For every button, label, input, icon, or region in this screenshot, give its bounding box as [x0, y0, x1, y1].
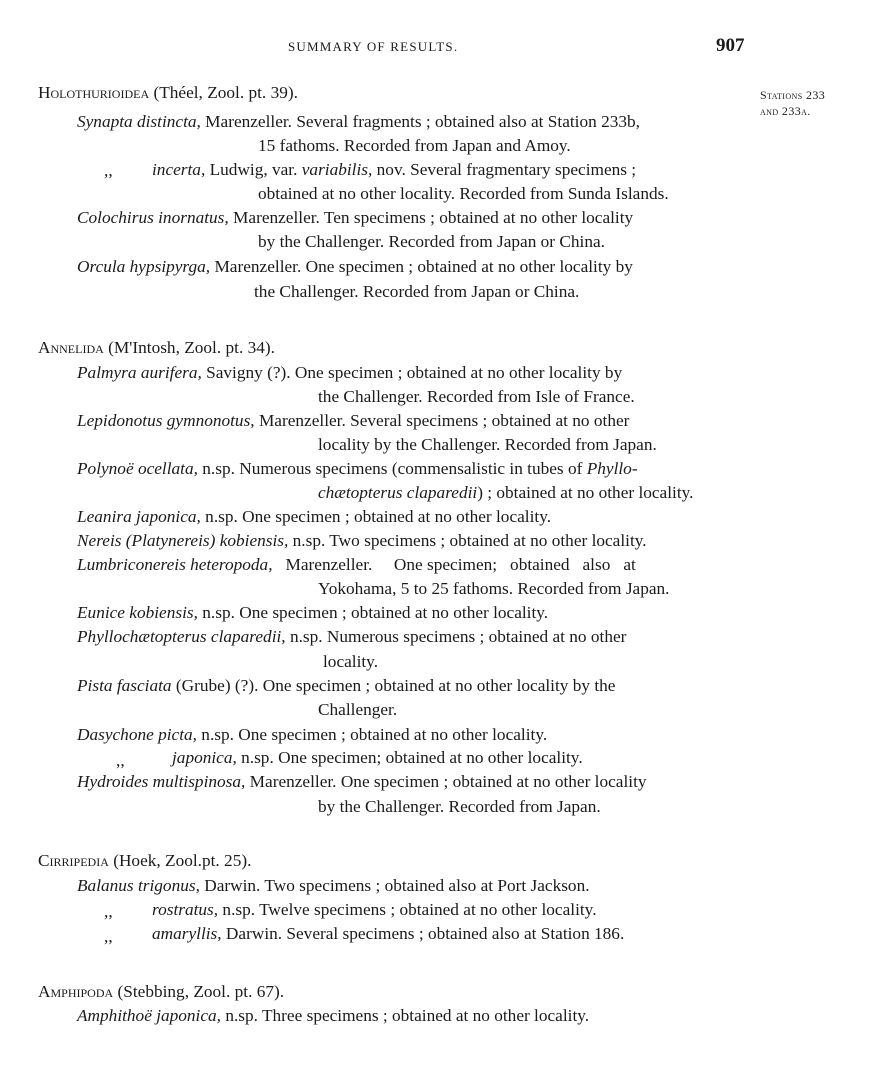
- entry-text: obtained at no other locality. Recorded from Sunda Islands.: [258, 184, 669, 203]
- entry-text: Marenzeller. Several fragments ; obtained also at Station 233b,: [200, 112, 640, 131]
- entry-line: [77, 531, 647, 551]
- entry-text: by the Challenger. Recorded from Japan.: [318, 797, 601, 816]
- entry-line: [77, 627, 626, 647]
- section-header: [38, 338, 275, 358]
- margin-note-line-1: Stations 233: [760, 88, 826, 102]
- species-name: Polynoë ocellata,: [77, 459, 198, 478]
- entry-line: [77, 876, 590, 896]
- entry-text: locality.: [323, 652, 379, 671]
- species-name: Phyllochætopterus claparedii,: [77, 627, 286, 646]
- entry-text: n.sp. Twelve specimens ; obtained at no other locality.: [218, 900, 597, 919]
- species-name: Orcula hypsipyrga,: [77, 257, 211, 276]
- entry-line: [77, 112, 640, 132]
- entry-text: Darwin. Several specimens ; obtained also at Station 186.: [221, 924, 625, 943]
- ditto-mark: ,,: [104, 161, 113, 180]
- entry-line: [77, 772, 647, 792]
- entry-text: Darwin. Two specimens ; obtained also at Port Jackson.: [199, 876, 590, 895]
- entry-line: [104, 927, 113, 947]
- entry-text: Challenger.: [318, 700, 398, 719]
- species-name: amaryllis,: [152, 924, 222, 943]
- entry-text: n.sp. One specimen ; obtained at no other locality.: [200, 507, 552, 526]
- entry-text: ) ; obtained at no other locality.: [477, 483, 694, 502]
- section-reference: (Stebbing, Zool. pt. 67).: [117, 982, 285, 1001]
- species-name: Hydroides multispinosa,: [77, 772, 246, 791]
- entry-text: (Grube) (?). One specimen ; obtained at no other locality by the: [171, 676, 616, 695]
- page-number: 907: [716, 35, 745, 56]
- entry-line: [77, 411, 629, 431]
- entry-line: [318, 387, 635, 407]
- entry-text: n.sp. Numerous specimens ; obtained at no other: [285, 627, 627, 646]
- species-name: Eunice kobiensis,: [77, 603, 198, 622]
- species-name: Pista fasciata: [77, 676, 172, 695]
- entry-line: [77, 555, 636, 575]
- entry-line: [254, 282, 579, 302]
- entry-text: n.sp. Three specimens ; obtained at no other locality.: [221, 1006, 590, 1025]
- entry-line: [258, 184, 669, 204]
- entry-line: [172, 748, 583, 768]
- entry-line: [318, 435, 657, 455]
- entry-text: Marenzeller. One specimen ; obtained at no other locality by: [210, 257, 633, 276]
- entry-text: the Challenger. Recorded from Isle of France.: [318, 387, 635, 406]
- species-name: Amphithoë japonica,: [77, 1006, 221, 1025]
- entry-line: [318, 483, 693, 503]
- species-name: Synapta distincta,: [77, 112, 201, 131]
- species-name: Phyllo-: [586, 459, 638, 478]
- species-name: Dasychone picta,: [77, 725, 197, 744]
- species-name: japonica,: [172, 748, 237, 767]
- section-reference: (Hoek, Zool.pt. 25).: [113, 851, 252, 870]
- entry-text: Marenzeller. Several specimens ; obtained at no other: [254, 411, 630, 430]
- entry-line: [77, 363, 622, 383]
- species-name: rostratus,: [152, 900, 219, 919]
- entry-line: [116, 751, 125, 771]
- entry-text: the Challenger. Recorded from Japan or China.: [254, 282, 580, 301]
- section-header: [38, 83, 298, 103]
- entry-text: Marenzeller. One specimen ; obtained at no other locality: [245, 772, 647, 791]
- section-header: [38, 982, 284, 1002]
- entry-line: [77, 1006, 589, 1026]
- entry-text: Marenzeller. One specimen; obtained also at: [272, 555, 636, 574]
- species-name: Lumbriconereis heteropoda,: [77, 555, 273, 574]
- entry-line: [258, 136, 571, 156]
- entry-line: [77, 676, 615, 696]
- species-name: Nereis (Platynereis) kobiensis,: [77, 531, 289, 550]
- entry-line: [152, 160, 636, 180]
- entry-line: [323, 652, 378, 672]
- section-title: Amphipoda: [38, 982, 114, 1001]
- entry-line: [77, 459, 638, 479]
- section-title: Holothurioidea: [38, 83, 150, 102]
- section-title: Cirripedia: [38, 851, 109, 870]
- entry-line: [77, 208, 633, 228]
- section-reference: (Théel, Zool. pt. 39).: [153, 83, 298, 102]
- entry-line: [152, 900, 597, 920]
- entry-line: [104, 161, 113, 181]
- entry-text: Savigny (?). One specimen ; obtained at no other locality by: [201, 363, 623, 382]
- species-name: chætopterus claparedii: [318, 483, 478, 502]
- species-name: incerta,: [152, 160, 206, 179]
- entry-line: [77, 725, 547, 745]
- entry-line: [152, 924, 624, 944]
- species-name: Palmyra aurifera,: [77, 363, 202, 382]
- entry-line: [318, 579, 670, 599]
- entry-text: locality by the Challenger. Recorded from Japan.: [318, 435, 657, 454]
- margin-note-line-2: and 233a.: [760, 104, 811, 118]
- section-header: [38, 851, 251, 871]
- ditto-mark: ,,: [116, 751, 125, 770]
- entry-text: n.sp. One specimen; obtained at no other locality.: [236, 748, 583, 767]
- running-head: SUMMARY OF RESULTS.: [288, 39, 459, 54]
- section-reference: (M'Intosh, Zool. pt. 34).: [108, 338, 275, 357]
- entry-text: by the Challenger. Recorded from Japan or China.: [258, 232, 605, 251]
- species-name: Lepidonotus gymnonotus,: [77, 411, 255, 430]
- species-name: Balanus trigonus,: [77, 876, 200, 895]
- species-name: Leanira japonica,: [77, 507, 201, 526]
- entry-line: [258, 232, 605, 252]
- entry-text: Ludwig, var.: [205, 160, 302, 179]
- ditto-mark: ,,: [104, 927, 113, 946]
- section-title: Annelida: [38, 338, 104, 357]
- entry-text: Yokohama, 5 to 25 fathoms. Recorded from Japan.: [318, 579, 670, 598]
- variety-name: variabilis,: [301, 160, 373, 179]
- entry-text: 15 fathoms. Recorded from Japan and Amoy.: [258, 136, 571, 155]
- entry-text: n.sp. One specimen ; obtained at no other locality.: [197, 603, 549, 622]
- entry-text: nov. Several fragmentary specimens ;: [372, 160, 637, 179]
- entry-line: [77, 257, 633, 277]
- entry-text: n.sp. Numerous specimens (commensalistic in tubes of: [197, 459, 587, 478]
- entry-text: n.sp. One specimen ; obtained at no other locality.: [196, 725, 548, 744]
- entry-line: [104, 902, 113, 922]
- entry-text: Marenzeller. Ten specimens ; obtained at no other locality: [228, 208, 634, 227]
- species-name: Colochirus inornatus,: [77, 208, 229, 227]
- entry-line: [318, 797, 601, 817]
- entry-line: [77, 603, 548, 623]
- entry-line: [318, 700, 397, 720]
- ditto-mark: ,,: [104, 902, 113, 921]
- entry-text: n.sp. Two specimens ; obtained at no other locality.: [288, 531, 647, 550]
- entry-line: [77, 507, 551, 527]
